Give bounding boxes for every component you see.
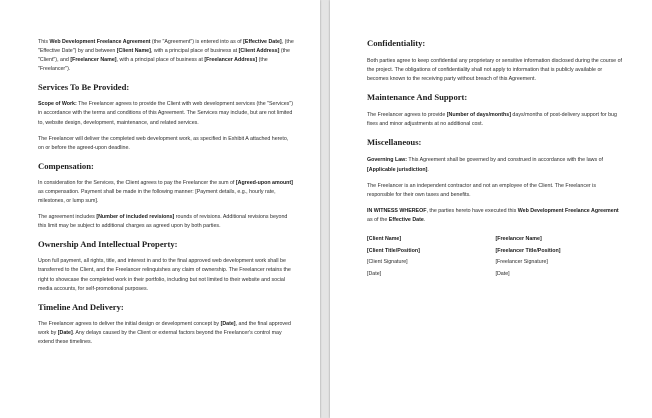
maintenance-heading: Maintenance And Support: [367, 92, 468, 103]
client-name: [Client Name] [367, 236, 402, 243]
signature-block [367, 234, 624, 280]
client-title: [Client Title/Position] [367, 247, 420, 254]
document-page-left [0, 0, 320, 418]
scope-of-work-paragraph: Scope of Work: The Freelancer agrees to provide the Client with web development services (the "Services") in accordance with the terms and conditions of this Agreement. The Services may include, but are not limited to, website design, development, maintenance, and related services. [38, 101, 293, 126]
client-signature: [Client Signature] [367, 259, 408, 266]
confidentiality-heading: Confidentiality: [367, 38, 426, 48]
freelancer-signature: [Freelancer Signature] [495, 259, 548, 266]
contractor-paragraph: The Freelancer is an independent contractor and not an employee of the Client. The Freelancer is responsible for their own taxes and benefits. [367, 182, 596, 198]
intro-paragraph: This Web Development Freelance Agreement (the "Agreement") is entered into as of [Effective Date], (the "Effective Date") by and between [Client Name], with a principal place of business at [Client Address] (the "Client"), and [Freelancer Name], with a principal place of business at [Freelancer Address] (the "Freelancer"). [38, 39, 294, 73]
governing-law-paragraph: Governing Law: This Agreement shall be governed by and construed in accordance with the laws of [Applicable jurisdiction]. [367, 157, 604, 173]
revisions-paragraph: The agreement includes [Number of included revisions] rounds of revisions. Additional revisions beyond this limit may be subject to additional charges as agreed upon by both parties. [38, 214, 288, 230]
client-signature-column [367, 234, 496, 280]
freelancer-title: [Freelancer Title/Position] [495, 247, 561, 254]
freelancer-signature-column [496, 234, 625, 280]
timeline-heading: Timeline And Delivery: [38, 301, 124, 312]
witness-paragraph: IN WITNESS WHEREOF, the parties hereto have executed this Web Development Freelance Agreement as of the Effective Date. [367, 207, 619, 223]
maintenance-paragraph: The Freelancer agrees to provide [Number of days/months] days/months of post-delivery support for bug fixes and minor adjustments at no additional cost. [367, 112, 617, 128]
ownership-heading: Ownership And Intellectual Property: [38, 239, 178, 250]
client-date: [Date] [367, 270, 382, 277]
miscellaneous-heading: Miscellaneous: [367, 137, 422, 148]
compensation-paragraph: In consideration for the Services, the Client agrees to pay the Freelancer the sum of [Agreed-upon amount] as compensation. Payment shall be made in the following manner: [Payment details, e.g., hourly rate, milestones, or lump sum]. [38, 179, 293, 205]
document-page-right [330, 0, 652, 418]
ownership-paragraph: Upon full payment, all rights, title, and interest in and to the final approved web development work shall be transferred to the Client, and the Freelancer relinquishes any claim of ownership. The Freelancer retains the right to showcase the completed work in their portfolio, including but not limited to their website and social media accounts, for self-promotional purposes. [38, 258, 291, 292]
delivery-paragraph: The Freelancer will deliver the completed web development work, as specified in Exhibit A attached hereto, on or before the agreed-upon deadline. [38, 135, 289, 151]
compensation-heading: Compensation: [38, 160, 94, 171]
confidentiality-paragraph: Both parties agree to keep confidential any proprietary or sensitive information disclosed during the course of the project. The obligations of confidentiality shall not apply to information that is publicly available or becomes known to the receiving party without breach of this Agreement. [367, 58, 622, 83]
timeline-paragraph: The Freelancer agrees to deliver the initial design or development concept by [Date], and the final approved work by [Date]. Any delays caused by the Client or external factors beyond the Freelancer's control may extend these timelines. [38, 320, 291, 345]
services-heading: Services To Be Provided: [38, 82, 130, 93]
freelancer-name: [Freelancer Name] [495, 236, 542, 243]
freelancer-date: [Date] [495, 270, 510, 277]
